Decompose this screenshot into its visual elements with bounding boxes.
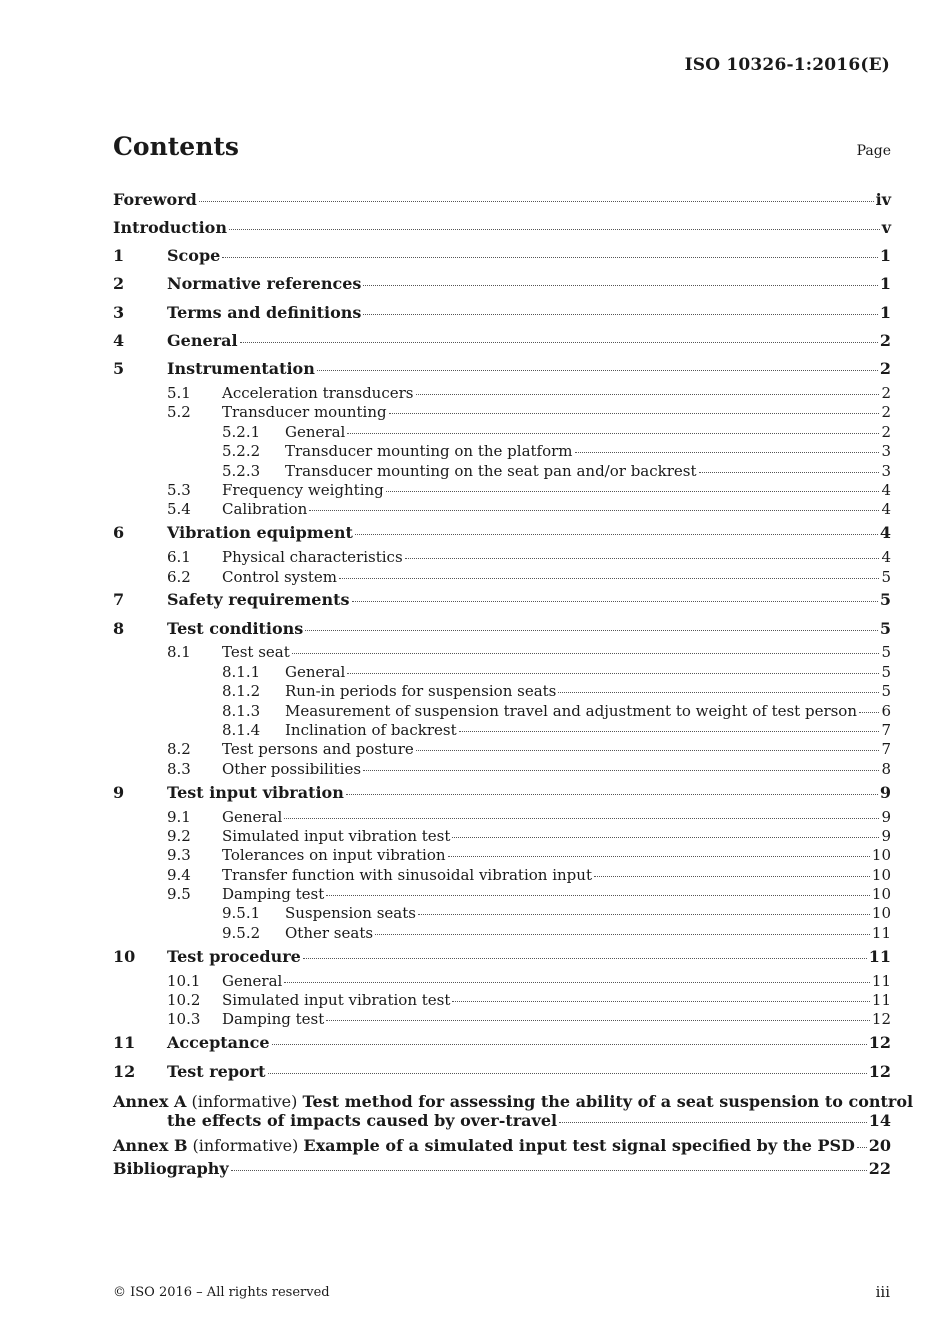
toc-entry-page: 8 — [881, 759, 891, 778]
toc-entry-title: Damping test — [222, 1010, 325, 1029]
toc-entry-number: 10.1 — [167, 971, 201, 990]
toc-entry-number: 9 — [113, 782, 125, 802]
toc-entry-title: Scope — [167, 246, 221, 266]
annex-a-page: 14 — [868, 1111, 891, 1131]
table-of-contents — [113, 186, 914, 1184]
toc-entry-title: Frequency weighting — [222, 481, 384, 500]
toc-entry[interactable] — [113, 702, 891, 721]
toc-entry-page: 2 — [881, 422, 891, 441]
toc-entry-title: Inclination of backrest — [285, 721, 457, 740]
toc-entry-title: Calibration — [222, 500, 308, 519]
toc-entry-number: 9.1 — [167, 807, 191, 826]
toc-entry-title: Test conditions — [167, 618, 304, 638]
toc-entry[interactable] — [113, 721, 891, 740]
toc-entry[interactable] — [113, 972, 891, 991]
dot-leader — [352, 600, 878, 602]
dot-leader — [284, 981, 870, 983]
toc-entry[interactable] — [113, 1030, 891, 1058]
toc-entry-title: Transducer mounting on the platform — [285, 442, 573, 461]
toc-entry-page: 11 — [871, 990, 891, 1009]
toc-entry-page: 1 — [879, 302, 891, 322]
toc-entry[interactable] — [113, 760, 891, 779]
dot-leader — [240, 341, 878, 343]
toc-entry-number: 2 — [113, 274, 125, 294]
document-id: ISO 10326-1:2016(E) — [684, 55, 890, 75]
toc-entry-number: 9.5 — [167, 885, 191, 904]
toc-entry[interactable] — [113, 846, 891, 865]
toc-entry-title: Test procedure — [167, 946, 301, 966]
toc-entry-title: General — [222, 971, 283, 990]
toc-entry[interactable] — [113, 462, 891, 481]
toc-entry[interactable] — [113, 481, 891, 500]
toc-entry-title: Transfer function with sinusoidal vibration input — [222, 865, 592, 884]
dot-leader — [347, 432, 879, 434]
toc-entry-number: 9.5.1 — [222, 904, 261, 923]
toc-entry-page: 4 — [879, 523, 891, 543]
dot-leader — [347, 672, 879, 674]
dot-leader — [363, 313, 877, 315]
toc-entry-page: 9 — [879, 782, 891, 802]
toc-entry[interactable] — [113, 356, 891, 384]
annex-a-type: (informative) — [191, 1092, 298, 1112]
toc-entry-number: 9.5.2 — [222, 923, 261, 942]
toc-entry-number: 8.1.4 — [222, 721, 261, 740]
toc-entry-title: Transducer mounting — [222, 403, 387, 422]
toc-entry-number: 1 — [113, 246, 125, 266]
toc-entry-page: v — [881, 217, 891, 237]
dot-leader — [452, 1000, 870, 1002]
toc-entry[interactable] — [113, 740, 891, 759]
toc-entry-page: 11 — [871, 923, 891, 942]
toc-entry[interactable] — [113, 682, 891, 701]
toc-entry-title: Test input vibration — [167, 782, 344, 802]
toc-entry[interactable] — [113, 904, 891, 923]
dot-leader — [346, 793, 878, 795]
toc-entry-page: 5 — [881, 682, 891, 701]
annex-b-type: (informative) — [192, 1136, 299, 1156]
toc-entry-title: Physical characteristics — [222, 548, 403, 567]
toc-entry[interactable] — [113, 943, 891, 971]
toc-entry-page: 5 — [881, 662, 891, 681]
toc-annex-b[interactable] — [113, 1130, 891, 1155]
toc-entry[interactable] — [113, 423, 891, 442]
toc-entry[interactable] — [113, 779, 891, 807]
dot-leader — [272, 1043, 867, 1045]
toc-entry-page: 3 — [881, 461, 891, 480]
toc-entry-page: 6 — [881, 701, 891, 720]
toc-entry-page: 4 — [881, 548, 891, 567]
dot-leader — [559, 1121, 867, 1123]
toc-entry-title: General — [222, 807, 283, 826]
dot-leader — [292, 652, 880, 654]
toc-entry-page: 5 — [881, 643, 891, 662]
page-title: Contents — [113, 132, 240, 161]
dot-leader — [229, 228, 880, 230]
toc-entry-page: 11 — [868, 946, 891, 966]
dot-leader — [594, 875, 870, 877]
toc-entry-page: 1 — [879, 274, 891, 294]
toc-entry[interactable] — [113, 520, 891, 548]
toc-entry-page: 5 — [879, 618, 891, 638]
toc-entry-number: 10.3 — [167, 1010, 201, 1029]
toc-entry-number: 12 — [113, 1061, 136, 1081]
annex-a-label: Annex A — [113, 1092, 187, 1112]
toc-bibliography[interactable] — [113, 1155, 891, 1183]
toc-entry-number: 5.2.2 — [222, 442, 261, 461]
toc-annex-a[interactable] — [113, 1086, 914, 1131]
toc-entry-title: Tolerances on input vibration — [222, 846, 446, 865]
toc-entry-page: iv — [875, 189, 891, 209]
dot-leader — [405, 557, 880, 559]
toc-entry-page: 1 — [879, 246, 891, 266]
toc-entry[interactable] — [113, 403, 891, 422]
toc-entry-title: Foreword — [113, 189, 197, 209]
toc-entry-number: 6.2 — [167, 567, 191, 586]
toc-entry-title: Normative references — [167, 274, 362, 294]
bibliography-page: 22 — [868, 1158, 891, 1178]
toc-entry-title: Instrumentation — [167, 359, 315, 379]
toc-entry-title: Measurement of suspension travel and adjustment to weight of test person — [285, 701, 857, 720]
toc-entry-number: 8.1.1 — [222, 662, 261, 681]
dot-leader — [355, 533, 878, 535]
dot-leader — [452, 836, 879, 838]
annex-a-title-line1: Test method for assessing the ability of a seat suspension to control — [302, 1092, 914, 1112]
page-column-label: Page — [856, 143, 891, 159]
dot-leader — [416, 749, 880, 751]
dot-leader — [386, 490, 880, 492]
toc-entry-number: 6 — [113, 523, 125, 543]
toc-entry[interactable] — [113, 991, 891, 1010]
toc-entry-page: 5 — [879, 590, 891, 610]
toc-entry-page: 5 — [881, 567, 891, 586]
toc-entry-number: 10.2 — [167, 990, 201, 1009]
toc-entry-title: Introduction — [113, 217, 227, 237]
toc-entry[interactable] — [113, 827, 891, 846]
toc-entry-title: Transducer mounting on the seat pan and/or backrest — [285, 461, 697, 480]
dot-leader — [363, 284, 877, 286]
toc-entry-title: Test persons and posture — [222, 740, 414, 759]
bibliography-title: Bibliography — [113, 1158, 229, 1178]
toc-entry[interactable] — [113, 568, 891, 587]
toc-entry[interactable] — [113, 548, 891, 567]
dot-leader — [317, 369, 878, 371]
toc-entry-title: Simulated input vibration test — [222, 826, 451, 845]
toc-entry[interactable] — [113, 1058, 891, 1086]
toc-entry-page: 2 — [879, 359, 891, 379]
toc-entry-page: 2 — [881, 384, 891, 403]
dot-leader — [326, 894, 870, 896]
toc-entry-page: 3 — [881, 442, 891, 461]
toc-entry-number: 3 — [113, 302, 125, 322]
toc-entry-title: Test seat — [222, 643, 290, 662]
toc-entry[interactable] — [113, 885, 891, 904]
dot-leader — [231, 1169, 867, 1171]
dot-leader — [326, 1019, 870, 1021]
toc-entry-number: 11 — [113, 1033, 136, 1053]
toc-entry-number: 5.1 — [167, 384, 191, 403]
toc-entry-number: 4 — [113, 330, 125, 350]
toc-entry[interactable] — [113, 186, 891, 214]
dot-leader — [857, 1146, 867, 1148]
toc-entry-page: 11 — [871, 971, 891, 990]
toc-entry-page: 12 — [868, 1033, 891, 1053]
dot-leader — [363, 769, 879, 771]
dot-leader — [222, 256, 878, 258]
toc-entry-page: 9 — [881, 826, 891, 845]
title-row — [113, 132, 891, 161]
toc-entry-title: Run-in periods for suspension seats — [285, 682, 557, 701]
dot-leader — [558, 691, 879, 693]
annex-a-title-line2: the effects of impacts caused by over-travel — [167, 1111, 558, 1131]
toc-entry-title: General — [167, 330, 238, 350]
toc-entry-title: Damping test — [222, 885, 325, 904]
toc-entry-number: 5.2 — [167, 403, 191, 422]
dot-leader — [284, 817, 879, 819]
toc-entry-number: 5.4 — [167, 500, 191, 519]
dot-leader — [416, 393, 880, 395]
toc-entry[interactable] — [113, 500, 891, 519]
toc-entry-page: 10 — [871, 904, 891, 923]
toc-entry[interactable] — [113, 1010, 891, 1029]
toc-entry-page: 10 — [871, 865, 891, 884]
toc-entry-page: 4 — [881, 500, 891, 519]
dot-leader — [199, 200, 874, 202]
toc-entry-number: 5 — [113, 359, 125, 379]
toc-entry[interactable] — [113, 442, 891, 461]
toc-entry-number: 8 — [113, 618, 125, 638]
toc-entry-page: 10 — [871, 846, 891, 865]
dot-leader — [375, 933, 870, 935]
dot-leader — [389, 412, 880, 414]
dot-leader — [303, 957, 867, 959]
annex-b-label: Annex B — [113, 1136, 188, 1156]
toc-entry-page: 10 — [871, 885, 891, 904]
toc-entry-title: Acceleration transducers — [222, 384, 414, 403]
toc-entry-number: 8.1.3 — [222, 701, 261, 720]
annex-b-page: 20 — [868, 1136, 891, 1156]
toc-entry-title: General — [285, 422, 346, 441]
dot-leader — [459, 730, 880, 732]
toc-entry-title: Terms and definitions — [167, 302, 362, 322]
toc-entry-title: Suspension seats — [285, 904, 416, 923]
toc-entry[interactable] — [113, 299, 891, 327]
toc-entry[interactable] — [113, 243, 891, 271]
toc-entry[interactable] — [113, 384, 891, 403]
annex-a-line2 — [113, 1111, 891, 1130]
dot-leader — [268, 1072, 867, 1074]
toc-entry-page: 12 — [871, 1010, 891, 1029]
annex-b-title: Example of a simulated input test signal specified by the PSD — [303, 1136, 855, 1156]
toc-entry[interactable] — [113, 615, 891, 643]
toc-entry-page: 4 — [881, 481, 891, 500]
dot-leader — [575, 451, 880, 453]
toc-entry-number: 7 — [113, 590, 125, 610]
toc-entry-number: 10 — [113, 946, 136, 966]
toc-entry[interactable] — [113, 271, 891, 299]
toc-entry-page: 7 — [881, 740, 891, 759]
copyright-notice: © ISO 2016 – All rights reserved — [113, 1285, 330, 1300]
toc-entry-title: Acceptance — [167, 1033, 270, 1053]
toc-entry-page: 2 — [881, 403, 891, 422]
toc-entry[interactable] — [113, 663, 891, 682]
dot-leader — [309, 509, 879, 511]
toc-entry[interactable] — [113, 643, 891, 662]
annex-a-line1 — [113, 1092, 914, 1112]
toc-entry-page: 12 — [868, 1061, 891, 1081]
toc-entry-page: 2 — [879, 330, 891, 350]
toc-entry-number: 6.1 — [167, 548, 191, 567]
toc-entry-number: 5.2.3 — [222, 461, 261, 480]
toc-entry[interactable] — [113, 808, 891, 827]
toc-entry-page: 7 — [881, 721, 891, 740]
toc-entry-number: 5.3 — [167, 481, 191, 500]
toc-entry[interactable] — [113, 924, 891, 943]
toc-entry[interactable] — [113, 327, 891, 355]
toc-entry-title: Safety requirements — [167, 590, 350, 610]
toc-entry[interactable] — [113, 587, 891, 615]
toc-entry[interactable] — [113, 214, 891, 242]
page-number: iii — [875, 1283, 890, 1301]
dot-leader — [339, 577, 879, 579]
toc-entry-number: 5.2.1 — [222, 422, 261, 441]
toc-entry-page: 9 — [881, 807, 891, 826]
toc-entry-number: 9.4 — [167, 865, 191, 884]
toc-entry-title: Other seats — [285, 923, 374, 942]
toc-entry-title: General — [285, 662, 346, 681]
toc-entry-number: 9.3 — [167, 846, 191, 865]
toc-entry-title: Other possibilities — [222, 759, 362, 778]
dot-leader — [418, 913, 870, 915]
dot-leader — [448, 855, 870, 857]
toc-entry-number: 9.2 — [167, 826, 191, 845]
toc-entry[interactable] — [113, 866, 891, 885]
dot-leader — [699, 471, 880, 473]
dot-leader — [305, 629, 878, 631]
toc-entry-title: Simulated input vibration test — [222, 990, 451, 1009]
toc-entry-number: 8.1.2 — [222, 682, 261, 701]
toc-entry-number: 8.1 — [167, 643, 191, 662]
toc-entry-title: Vibration equipment — [167, 523, 353, 543]
toc-entry-title: Test report — [167, 1061, 266, 1081]
annex-b-line — [113, 1136, 891, 1155]
dot-leader — [859, 711, 879, 713]
toc-entry-number: 8.3 — [167, 759, 191, 778]
toc-entry-title: Control system — [222, 567, 337, 586]
toc-entry-number: 8.2 — [167, 740, 191, 759]
